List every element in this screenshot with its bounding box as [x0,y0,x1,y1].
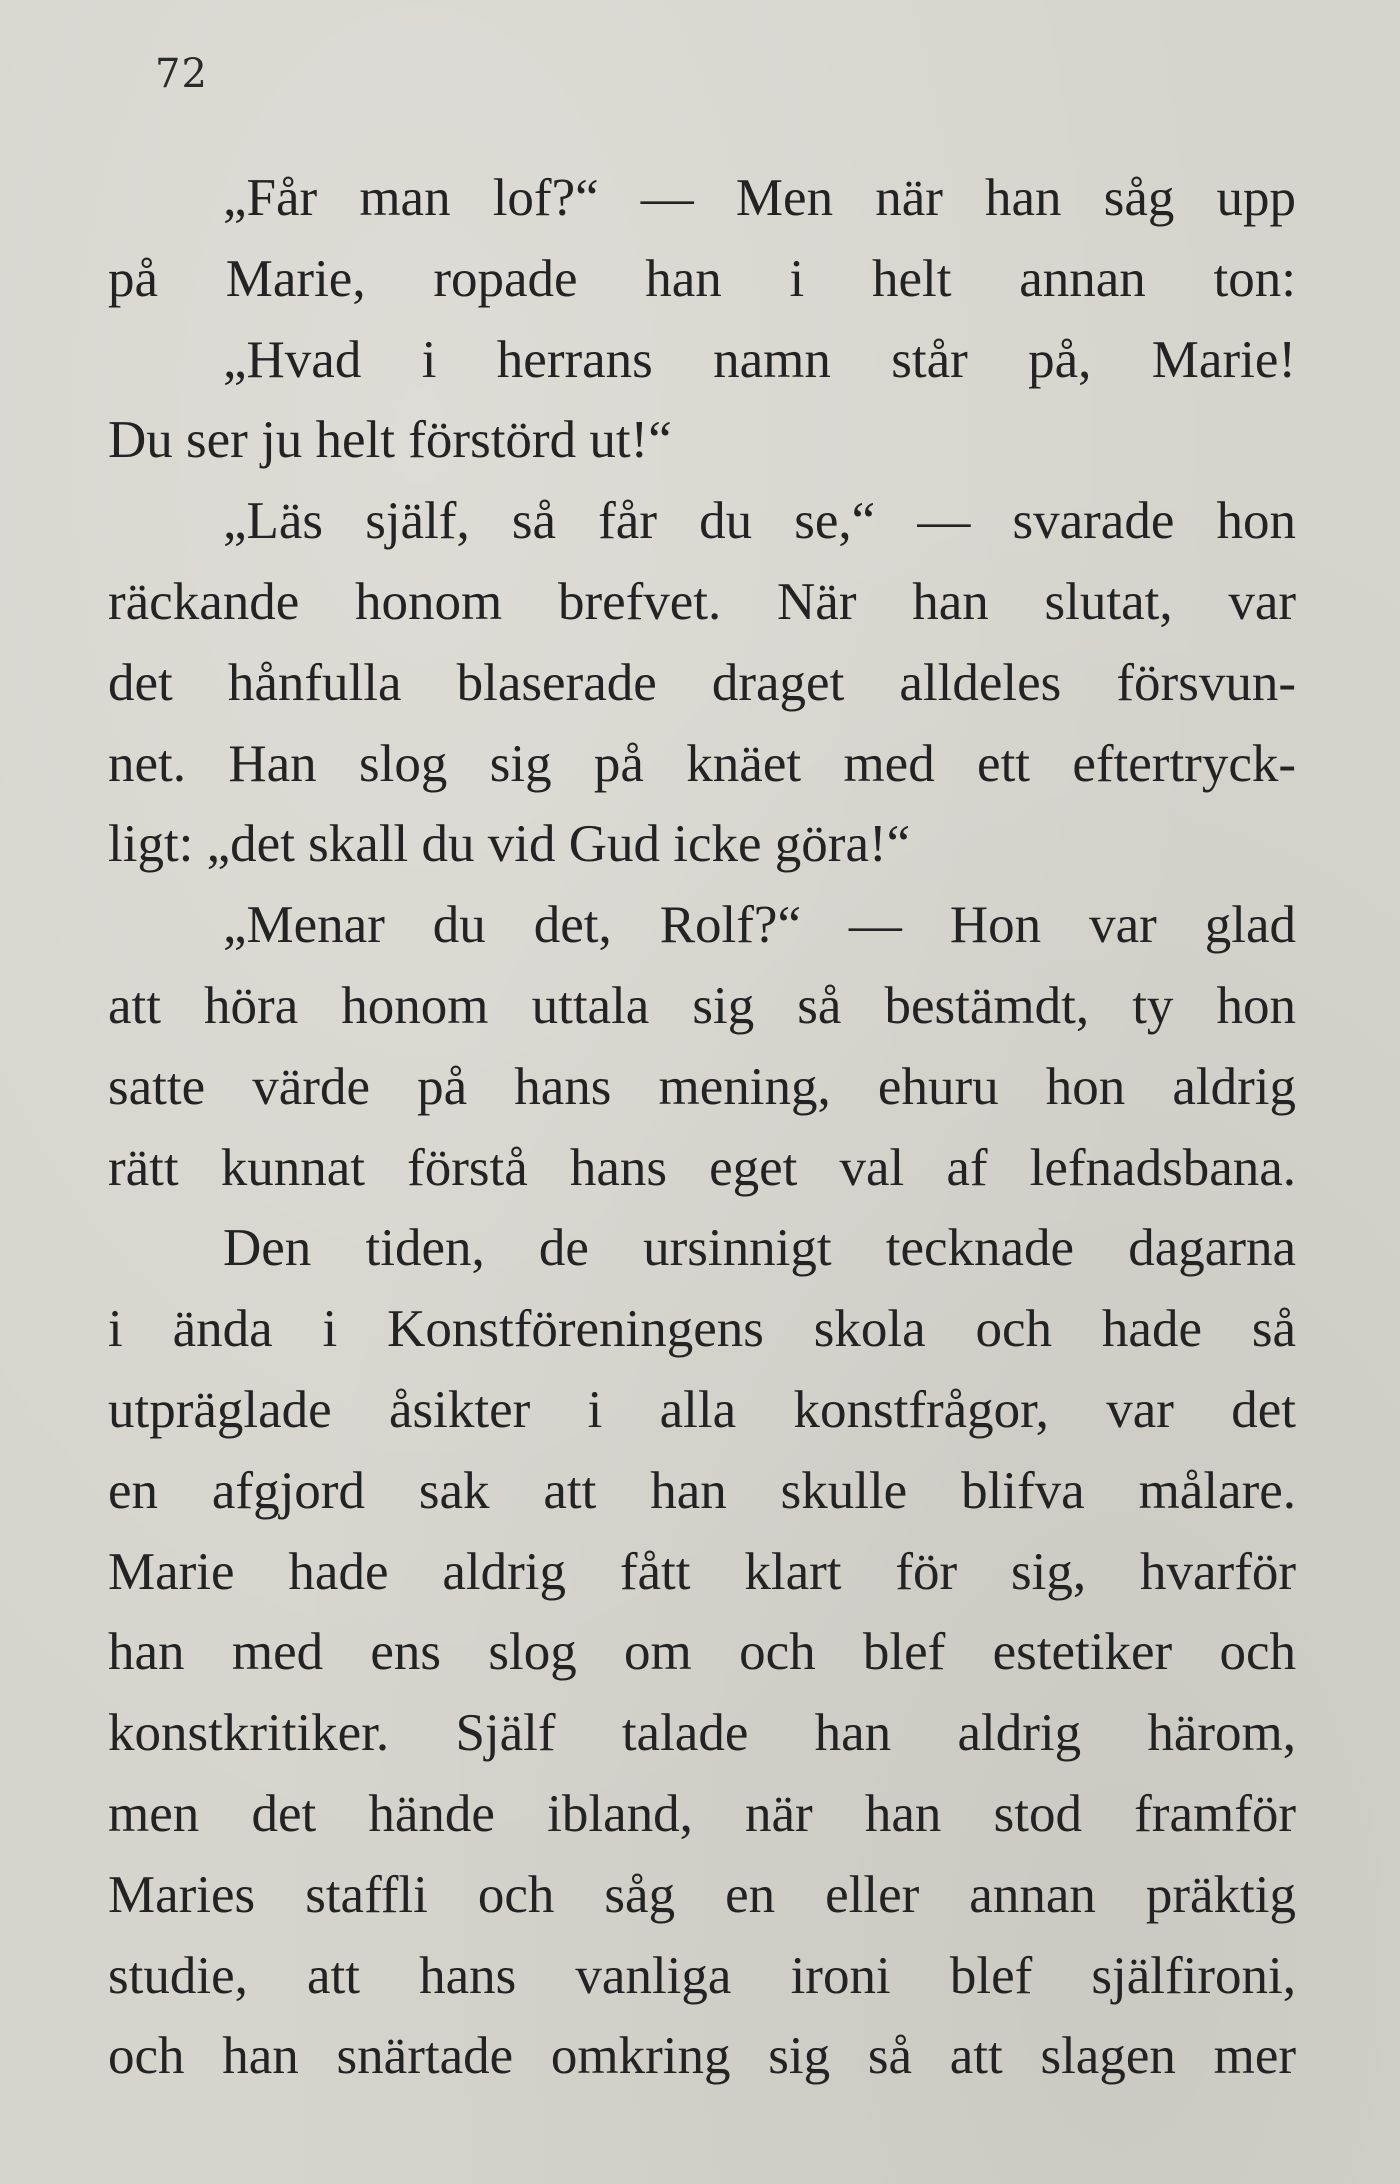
text-line: utpräglade åsikter i alla konstfrågor, var det [108,1380,1296,1439]
page-number: 72 [155,51,208,97]
text-line: ligt: „det skall du vid Gud icke göra!“ [108,815,911,874]
text-line: att höra honom uttala sig så bestämdt, ty hon [108,976,1296,1035]
text-line: och han snärtade omkring sig så att slagen mer [108,2027,1296,2086]
text-line: Du ser ju helt förstörd ut!“ [108,411,672,470]
text-line: Maries staffli och såg en eller annan präktig [108,1865,1296,1924]
text-line: net. Han slog sig på knäet med ett eftertryck- [108,734,1296,793]
text-line: han med ens slog om och blef estetiker och [108,1623,1296,1682]
text-line: Marie hade aldrig fått klart för sig, hvarför [108,1542,1296,1601]
text-line: „Läs själf, så får du se,“ — svarade hon [223,492,1296,551]
text-line: men det hände ibland, när han stod framför [108,1784,1296,1843]
text-line: „Menar du det, Rolf?“ — Hon var glad [223,896,1296,955]
text-line: på Marie, ropade han i helt annan ton: [108,249,1296,308]
text-line: konstkritiker. Själf talade han aldrig härom, [108,1704,1296,1763]
text-line: studie, att hans vanliga ironi blef själfironi, [108,1946,1296,2005]
text-line: rätt kunnat förstå hans eget val af lefnadsbana. [108,1138,1296,1197]
text-line: räckande honom brefvet. När han slutat, var [108,572,1296,631]
text-line: en afgjord sak att han skulle blifva målare. [108,1461,1296,1520]
text-line: det hånfulla blaserade draget alldeles försvun- [108,653,1296,712]
text-line: Den tiden, de ursinnigt tecknade dagarna [223,1219,1296,1278]
body-text [108,158,1296,2097]
text-line: satte värde på hans mening, ehuru hon aldrig [108,1057,1296,1116]
text-line: „Får man lof?“ — Men när han såg upp [223,169,1296,227]
text-line: i ända i Konstföreningens skola och hade så [108,1300,1296,1359]
text-line: „Hvad i herrans namn står på, Marie! [223,330,1296,389]
